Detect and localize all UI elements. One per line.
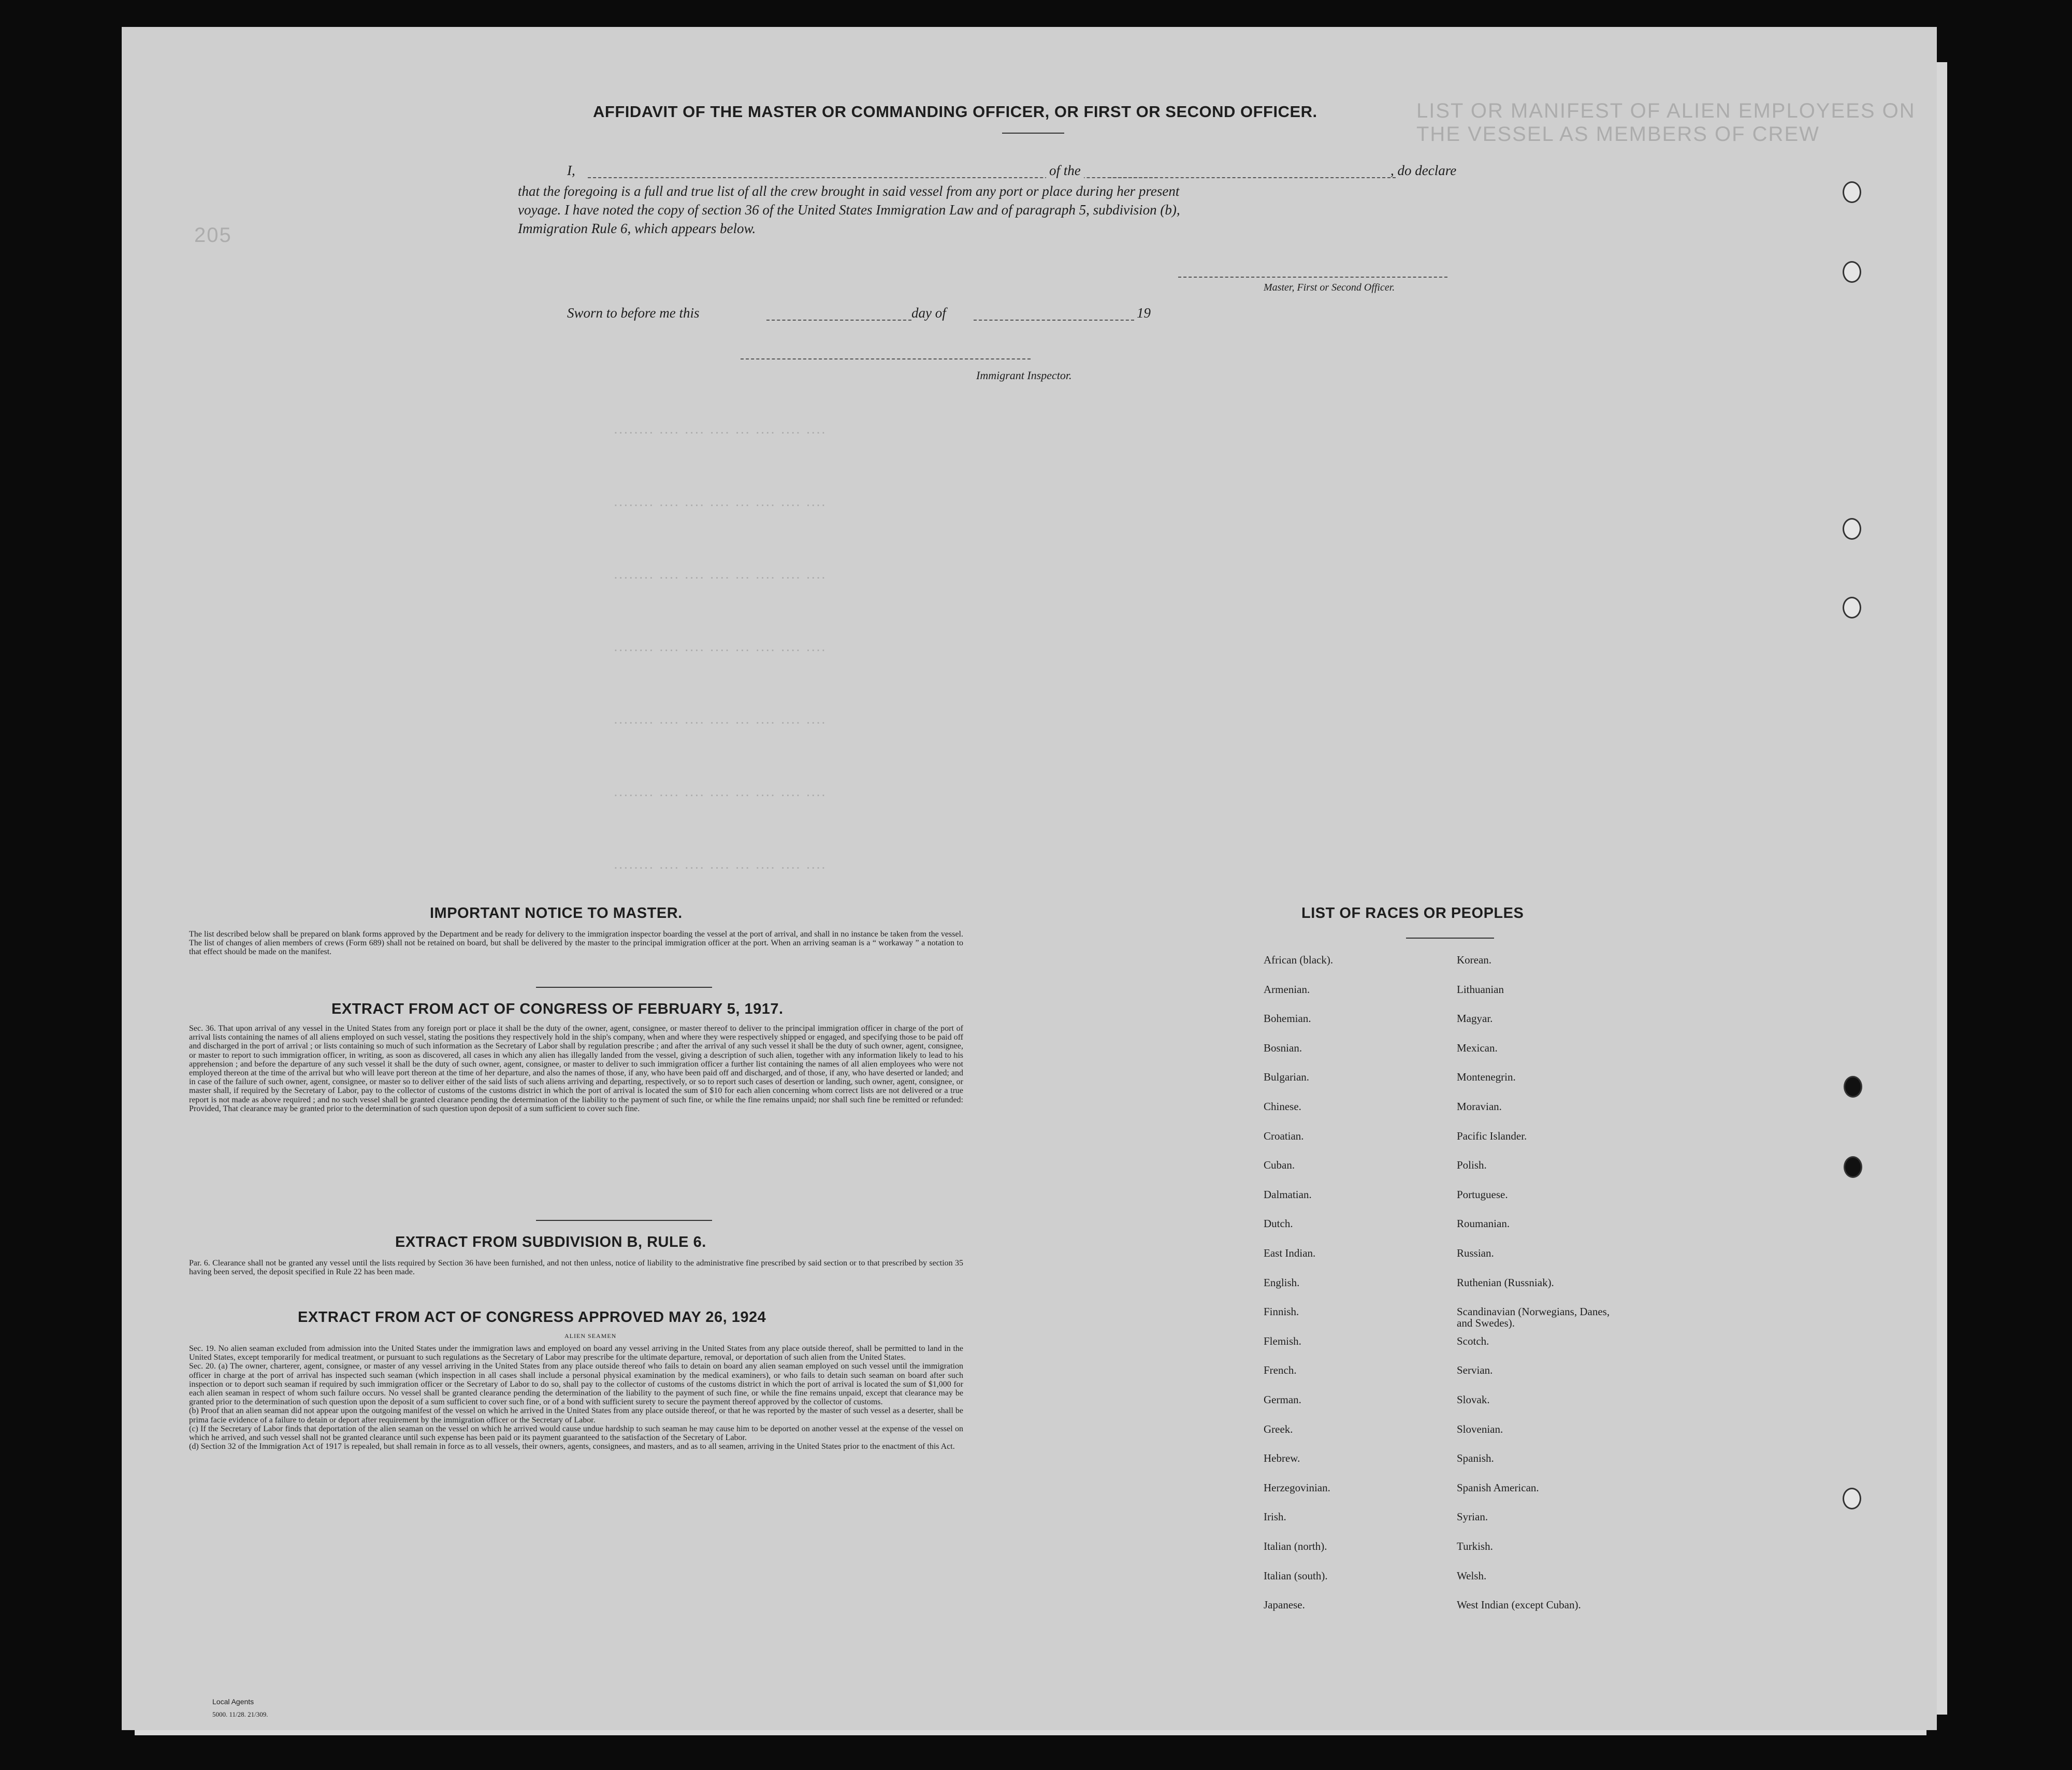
race-item: Ruthenian (Russniak). [1457, 1276, 1554, 1289]
race-item: Syrian. [1457, 1510, 1488, 1523]
notice-text: The list described below shall be prepared on blank forms approved by the Department and be ready for delivery to the immigration inspector boarding the vessel at the port of arrival, and shall in no instance be taken from the vessel. The list of changes of alien members of crews (Form 689) shall not be retained on board, but shall be delivered by the master to the principal immigration officer at the port. When an arriving seaman is a “ workaway ” a notation to that effect should be made on the manifest. [189, 930, 963, 957]
race-item: Spanish. [1457, 1452, 1494, 1465]
race-item: Dalmatian. [1264, 1188, 1312, 1201]
extract-1924-sec20d: (d) Section 32 of the Immigration Act of 1917 is repealed, but shall remain in force as to all vessels, their owners, agents, consignees, and masters, and as to all seamen, arriving in the United States prior to the enactment of this Act. [189, 1442, 955, 1451]
race-item: Finnish. [1264, 1305, 1299, 1318]
race-item: Mexican. [1457, 1041, 1498, 1054]
footer-print-code: 5000. 11/28. 21/309. [212, 1710, 268, 1718]
extract-1924-subtitle: ALIEN SEAMEN [564, 1332, 617, 1340]
divider [1406, 938, 1494, 939]
affidavit-of-the: of the [1046, 163, 1084, 179]
race-item: Polish. [1457, 1159, 1487, 1172]
race-item: Bulgarian. [1264, 1071, 1310, 1084]
extract-1917-text: Sec. 36. That upon arrival of any vessel in the United States from any foreign port or place it shall be the duty of the owner, agent, consignee, or master thereof to deliver to the principal immigration officer in charge of the port of arrival lists containing the names of all aliens employed on such vessel, stating the positions they respectively hold in the ship's company, when and where they were respectively shipped or engaged, and specifying those to be paid off and discharged in the port of arrival ; or lists containing so much of such information as the Secretary of Labor shall by regulation prescribe ; and after the arrival of any such vessel it shall be the duty of such owner, agent, consignee, or master to report to such immigration officer, in writing, as soon as discovered, all cases in which any alien has illegally landed from the vessel, giving a description of such alien, together with any information likely to lead to his apprehension ; and before the departure of any such vessel it shall be the duty of such owner, agent, consignee, or master to deliver to such immigration officer a further list containing the names of all alien employees who were not employed thereon at the time of the arrival but who will leave port thereon at the time of her departure, and also the names of those, if any, who have been paid off and discharged, and of those, if any, who have deserted or landed; and in case of the failure of such owner, agent, consignee, or master so to deliver either of the said lists of such aliens arriving and departing, respectively, or so to report such cases of desertion or landing, such owner, agent, consignee, or master shall, if required by the Secretary of Labor, pay to the collector of customs of the customs district in which the port of arrival is located the sum of $10 for each alien concerning whom correct lists are not delivered or a true report is not made as above required ; and no such vessel shall be granted clearance pending the determination of the liability to the payment of such fine, or while the fine remains unpaid; nor shall such fine be remitted or refunded: Provided, That clearance may be granted prior to the determination of such question upon deposit of a sum sufficient to cover such fine. [189, 1024, 963, 1113]
day-of-label: day of [911, 305, 946, 321]
race-item: Welsh. [1457, 1569, 1487, 1582]
race-item: English. [1264, 1276, 1300, 1289]
binder-hole [1844, 1076, 1862, 1098]
extract-1924-text [189, 1344, 963, 1451]
race-item: Lithuanian [1457, 983, 1504, 996]
sworn-day-field[interactable] [766, 320, 911, 321]
race-item: Pacific Islander. [1457, 1129, 1527, 1142]
binder-hole [1844, 1156, 1862, 1178]
affidavit-title: AFFIDAVIT OF THE MASTER OR COMMANDING OFFICER, OR FIRST OR SECOND OFFICER. [593, 103, 1317, 121]
race-item: Chinese. [1264, 1100, 1301, 1113]
form-page [122, 27, 1937, 1730]
races-title: LIST OF RACES OR PEOPLES [1301, 905, 1524, 922]
signature-label: Master, First or Second Officer. [1264, 282, 1395, 293]
race-item: Greek. [1264, 1422, 1293, 1435]
sworn-label: Sworn to before me this [567, 305, 700, 321]
extract-rule6-title: EXTRACT FROM SUBDIVISION B, RULE 6. [395, 1234, 706, 1250]
extract-1924-sec20b: (b) Proof that an alien seaman did not appear upon the outgoing manifest of the vessel on which he arrived in the United States from any place outside thereof, or that he was reported by the master of such vessel as a deserter, shall be prima facie evidence of a failure to detain or deport after requirement by the immigration officer or the Secretary of Labor. [189, 1406, 963, 1424]
binder-hole [1843, 261, 1861, 283]
extract-1924-title: EXTRACT FROM ACT OF CONGRESS APPROVED MAY 26, 1924 [298, 1309, 766, 1326]
race-item: Montenegrin. [1457, 1071, 1516, 1084]
race-item: Italian (north). [1264, 1540, 1327, 1552]
race-item: Bosnian. [1264, 1041, 1302, 1054]
year-prefix: 19 [1137, 305, 1151, 321]
race-item: Flemish. [1264, 1334, 1301, 1347]
race-item: Italian (south). [1264, 1569, 1328, 1582]
race-item: West Indian (except Cuban). [1457, 1599, 1581, 1611]
inspector-signature-field[interactable] [741, 358, 1031, 359]
race-item: Magyar. [1457, 1012, 1493, 1025]
race-item: Irish. [1264, 1510, 1286, 1523]
race-item: East Indian. [1264, 1247, 1316, 1259]
inspector-label: Immigrant Inspector. [976, 369, 1072, 382]
affidavit-text-line2: voyage. I have noted the copy of section 36 of the United States Immigration Law and of paragraph 5, subdivision (b), [518, 202, 1180, 218]
extract-1924-sec19: Sec. 19. No alien seaman excluded from admission into the United States under the immigration laws and employed on board any vessel arriving in the United States from any place outside thereof, shall be permitted to land in the United States, except temporarily for medical treatment, or pursuant to such regulations as the Secretary of Labor may prescribe for the ultimate departure, removal, or deportation of such alien from the United States. [189, 1344, 963, 1362]
race-item: Armenian. [1264, 983, 1310, 996]
affidavit-i-prefix: I, [567, 163, 575, 178]
race-item: Japanese. [1264, 1599, 1305, 1611]
race-item: Scotch. [1457, 1334, 1489, 1347]
vessel-name-field[interactable] [1108, 177, 1396, 178]
divider [536, 1220, 712, 1221]
extract-rule6-text: Par. 6. Clearance shall not be granted any vessel until the lists required by Section 36 have been furnished, and not then unless, notice of liability to the administrative fine prescribed by said section or to that prescribed by section 35 having been served, the deposit specified in Rule 22 has been made. [189, 1259, 963, 1277]
divider [1002, 133, 1064, 134]
show-through-text: 205 LIST OR MANIFEST OF ALIEN EMPLOYEES ON THE VESSEL AS MEMBERS OF CREW ........ .... .... .... ... .... .... .... ........ .... .... .... ... .... .... .... ........ .... .... .... ... .... .... .... ........ .... .... .... ... .... .... .... ........ .... .... .... ... .... .... .... ........ .... .... .... ... .... .... .... ........ .... .... .... ... .... .... .... [194, 99, 1916, 872]
affidavit-text-line1: that the foregoing is a full and true list of all the crew brought in said vessel from any port or place during her present [518, 183, 1180, 199]
binder-hole [1843, 181, 1861, 203]
race-item: Scandinavian (Norwegians, Danes, and Swedes). [1457, 1305, 1610, 1330]
race-item: Croatian. [1264, 1129, 1304, 1142]
race-item: Cuban. [1264, 1159, 1295, 1172]
affidavit-text-line3: Immigration Rule 6, which appears below. [518, 221, 756, 236]
race-item: Russian. [1457, 1247, 1494, 1259]
race-item: Herzegovinian. [1264, 1481, 1330, 1494]
race-item: Moravian. [1457, 1100, 1502, 1113]
race-item: Dutch. [1264, 1217, 1293, 1230]
extract-1924-sec20c: (c) If the Secretary of Labor finds that deportation of the alien seaman on the vessel on which he arrived would cause undue hardship to such seaman he may cause him to be deported on another vessel at the expense of the vessel on which he arrived, and such vessel shall not be granted clearance until such expense has been paid or its payment guaranteed to the satisfaction of the Secretary of Labor. [189, 1424, 963, 1443]
race-item: Slovenian. [1457, 1422, 1503, 1435]
sworn-month-field[interactable] [974, 320, 1134, 321]
affidavit-do-declare: , do declare [1390, 163, 1457, 178]
race-item: Portuguese. [1457, 1188, 1508, 1201]
race-item: Turkish. [1457, 1540, 1493, 1552]
race-item: Servian. [1457, 1364, 1493, 1377]
footer-agents: Local Agents [212, 1697, 254, 1706]
race-item: Roumanian. [1457, 1217, 1510, 1230]
extract-1917-title: EXTRACT FROM ACT OF CONGRESS OF FEBRUARY 5, 1917. [331, 1001, 784, 1017]
race-item: Slovak. [1457, 1393, 1490, 1406]
divider [536, 987, 712, 988]
notice-title: IMPORTANT NOTICE TO MASTER. [430, 905, 683, 922]
race-item: French. [1264, 1364, 1297, 1377]
binder-hole [1843, 1488, 1861, 1509]
signature-field[interactable] [1178, 277, 1447, 278]
race-item: Korean. [1457, 954, 1492, 966]
race-item: African (black). [1264, 954, 1334, 966]
extract-1924-sec20a: Sec. 20. (a) The owner, charterer, agent, consignee, or master of any vessel arriving in the United States from any place outside thereof who fails to detain on board any alien seaman employed on such vessel until the immigration officer in charge at the port of arrival has inspected such seaman (which inspection in all cases shall include a personal physical examination by the medical examiners), or who fails to detain such seaman on board after such inspection or to deport such seaman if required by such immigration officer or the Secretary of Labor to do so, shall pay to the collector of customs of the customs district in which the port of arrival is located the sum of $1,000 for each alien seaman in respect of whom such failure occurs. No vessel shall be granted clearance pending the determination of the liability to the payment of such fine, or while the fine remains unpaid, except that clearance may be granted prior to the determination of such question upon the deposit of a sum sufficient to cover such fine, or of a bond with sufficient surety to secure the payment thereof approved by the collector of customs. [189, 1362, 963, 1407]
binder-hole [1843, 597, 1861, 618]
race-item: Hebrew. [1264, 1452, 1300, 1465]
race-item: German. [1264, 1393, 1301, 1406]
race-item: Spanish American. [1457, 1481, 1539, 1494]
race-item: Bohemian. [1264, 1012, 1311, 1025]
binder-hole [1843, 518, 1861, 540]
